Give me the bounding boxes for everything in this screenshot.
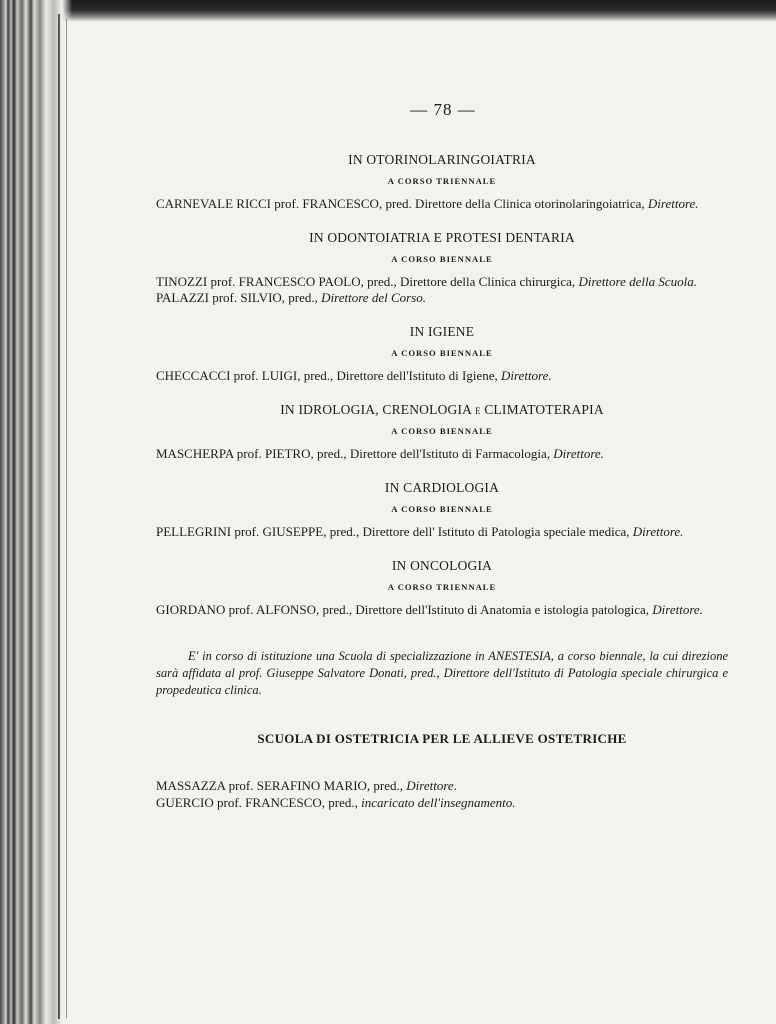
staff-title: , pred., [321, 795, 358, 810]
staff-role: incaricato dell'insegnamento. [361, 795, 516, 810]
staff-name: CARNEVALE RICCI prof. FRANCESCO [156, 196, 379, 211]
section-subheading: A CORSO BIENNALE [391, 504, 493, 514]
staff-name: TINOZZI prof. FRANCESCO PAOLO [156, 274, 361, 289]
staff-name: CHECCACCI prof. LUIGI [156, 368, 298, 383]
staff-role: Direttore. [500, 368, 552, 383]
staff-title: , pred., [366, 778, 404, 793]
section-otorinolaringoiatria [156, 152, 728, 212]
staff-role: Direttore. [406, 778, 457, 793]
section-heading: IN IGIENE [409, 324, 475, 339]
staff-entry [156, 602, 728, 618]
staff-role: Direttore della Scuola. [578, 274, 697, 289]
school-title: SCUOLA DI OSTETRICIA PER LE ALLIEVE OSTETRICHE [257, 731, 627, 746]
staff-role: Direttore. [647, 196, 699, 211]
staff-name: PALAZZI prof. SILVIO [156, 290, 282, 305]
staff-name: MASCHERPA prof. PIETRO [156, 446, 311, 461]
staff-entry [156, 446, 728, 462]
section-heading: IN IDROLOGIA, CRENOLOGIA e CLIMATOTERAPIA [280, 402, 604, 417]
staff-name: MASSAZZA prof. SERAFINO MARIO [156, 778, 367, 793]
staff-entry [156, 777, 728, 794]
scan-top-edge [0, 0, 776, 22]
staff-role: Direttore. [632, 524, 684, 539]
staff-title: , pred. Direttore della Clinica otorinolaringoiatrica, [378, 196, 645, 211]
staff-role: Direttore. [652, 602, 703, 617]
staff-title: , pred., Direttore dell'Istituto di Farmacologia, [310, 446, 550, 461]
section-subheading: A CORSO BIENNALE [391, 348, 493, 358]
page-edge-line [58, 14, 60, 1019]
staff-name: GIORDANO prof. ALFONSO [156, 602, 316, 617]
page-number: — 78 — [410, 100, 476, 119]
book-binding [0, 0, 72, 1024]
section-odontoiatria [156, 230, 728, 306]
staff-entry [156, 196, 728, 212]
staff-entry [156, 290, 728, 306]
section-idrologia [156, 402, 728, 462]
section-heading: IN OTORINOLARINGOIATRIA [348, 152, 536, 167]
staff-title: , pred., [281, 290, 318, 305]
section-subheading: A CORSO BIENNALE [391, 426, 493, 436]
staff-name: PELLEGRINI prof. GIUSEPPE [156, 524, 324, 539]
section-heading: IN ODONTOIATRIA E PROTESI DENTARIA [309, 230, 575, 245]
staff-entry [156, 794, 728, 811]
staff-title: , pred., Direttore dell' Istituto di Patologia speciale medica, [323, 524, 630, 539]
anestesia-note: E' in corso di istituzione una Scuola di specializzazione in ANESTESIA, a corso biennale, la cui direzione sarà affidata al prof. Giuseppe Salvatore Donati, pred., Direttore dell'Istituto di Patologia speciale chirurgica e propedeutica clinica. [156, 649, 728, 697]
section-cardiologia [156, 480, 728, 540]
staff-entry [156, 274, 728, 290]
section-heading: IN ONCOLOGIA [391, 558, 493, 573]
staff-entry [156, 524, 728, 540]
section-heading: IN CARDIOLOGIA [384, 480, 500, 495]
staff-role: Direttore del Corso. [321, 290, 426, 305]
staff-entry [156, 368, 728, 384]
section-subheading: A CORSO TRIENNALE [387, 582, 497, 592]
staff-title: , pred., Direttore della Clinica chirurgica, [360, 274, 576, 289]
staff-title: , pred., Direttore dell'Istituto di Anatomia e istologia patologica, [315, 602, 650, 617]
section-igiene [156, 324, 728, 384]
page-edge-line-inner [66, 18, 67, 1018]
section-subheading: A CORSO TRIENNALE [387, 176, 497, 186]
staff-name: GUERCIO prof. FRANCESCO [156, 795, 322, 810]
section-subheading: A CORSO BIENNALE [391, 254, 493, 264]
document-body [156, 152, 728, 811]
staff-title: , pred., Direttore dell'Istituto di Igiene, [297, 368, 498, 383]
section-oncologia [156, 558, 728, 618]
staff-role: Direttore. [553, 446, 604, 461]
